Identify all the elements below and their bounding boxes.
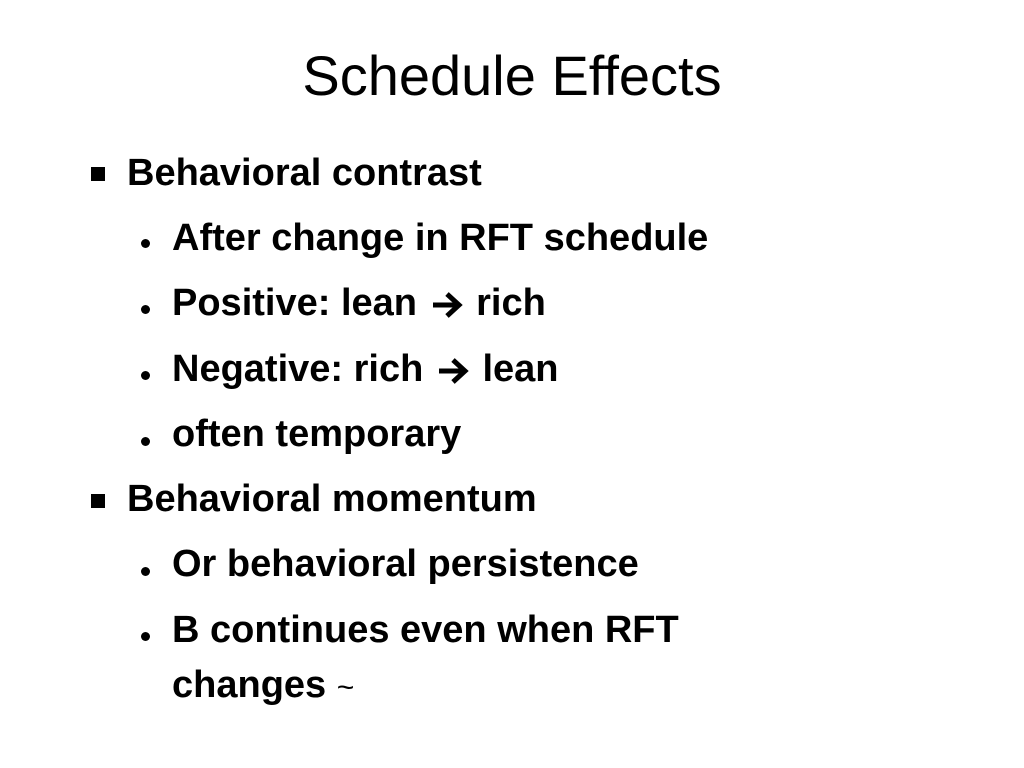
list-item-level2-continuation <box>172 658 354 715</box>
list-item-level2 <box>172 342 558 396</box>
list-item-level1: Behavioral momentum <box>127 478 537 520</box>
item-suffix: rich <box>476 282 546 324</box>
tilde-mark: ~ <box>336 671 355 704</box>
right-arrow-icon <box>430 290 464 320</box>
list-item-level2: After change in RFT schedule <box>172 217 709 259</box>
list-item-level2 <box>172 276 546 330</box>
round-bullet-icon <box>141 371 150 380</box>
right-arrow-icon <box>436 356 470 386</box>
round-bullet-icon <box>141 567 150 576</box>
round-bullet-icon <box>141 632 150 641</box>
item-prefix: Positive: lean <box>172 282 417 324</box>
round-bullet-icon <box>141 437 150 446</box>
square-bullet-icon <box>91 494 105 508</box>
list-item-level1: Behavioral contrast <box>127 152 482 194</box>
list-item-level2: Or behavioral persistence <box>172 543 639 585</box>
round-bullet-icon <box>141 305 150 314</box>
item-prefix: Negative: rich <box>172 348 424 390</box>
item-suffix: lean <box>482 348 559 390</box>
list-item-level2: often temporary <box>172 413 462 455</box>
slide-title: Schedule Effects <box>302 44 722 107</box>
item-text: changes <box>172 664 327 706</box>
round-bullet-icon <box>141 239 150 248</box>
list-item-level2: B continues even when RFT <box>172 609 679 651</box>
square-bullet-icon <box>91 167 105 181</box>
